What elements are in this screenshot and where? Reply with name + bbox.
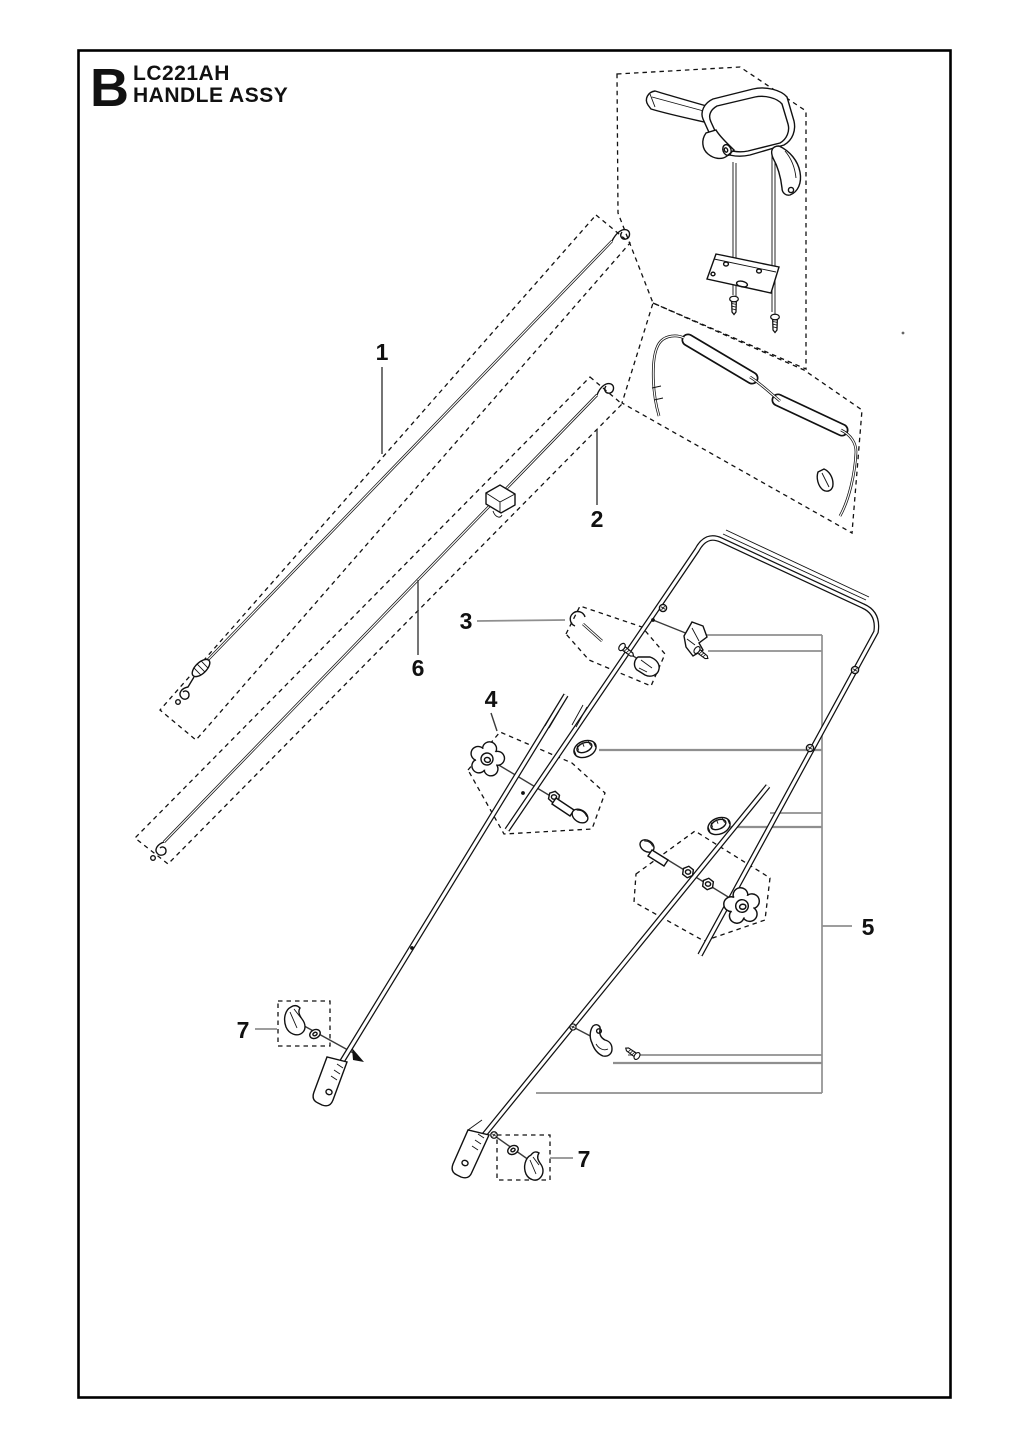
callout-1: 1 — [375, 339, 389, 365]
model-number: LC221AH — [133, 62, 230, 85]
callout3-leader — [477, 620, 565, 621]
callout-5: 5 — [861, 914, 875, 940]
callout-3: 3 — [459, 608, 473, 634]
assembly-title: HANDLE ASSY — [133, 84, 289, 107]
callout-7-left: 7 — [236, 1017, 250, 1043]
callout-6: 6 — [411, 655, 425, 681]
callout-7-right: 7 — [577, 1146, 591, 1172]
section-letter: B — [90, 58, 129, 118]
callout-2: 2 — [590, 506, 604, 532]
callout-4: 4 — [484, 686, 498, 712]
print-speck — [902, 332, 905, 335]
